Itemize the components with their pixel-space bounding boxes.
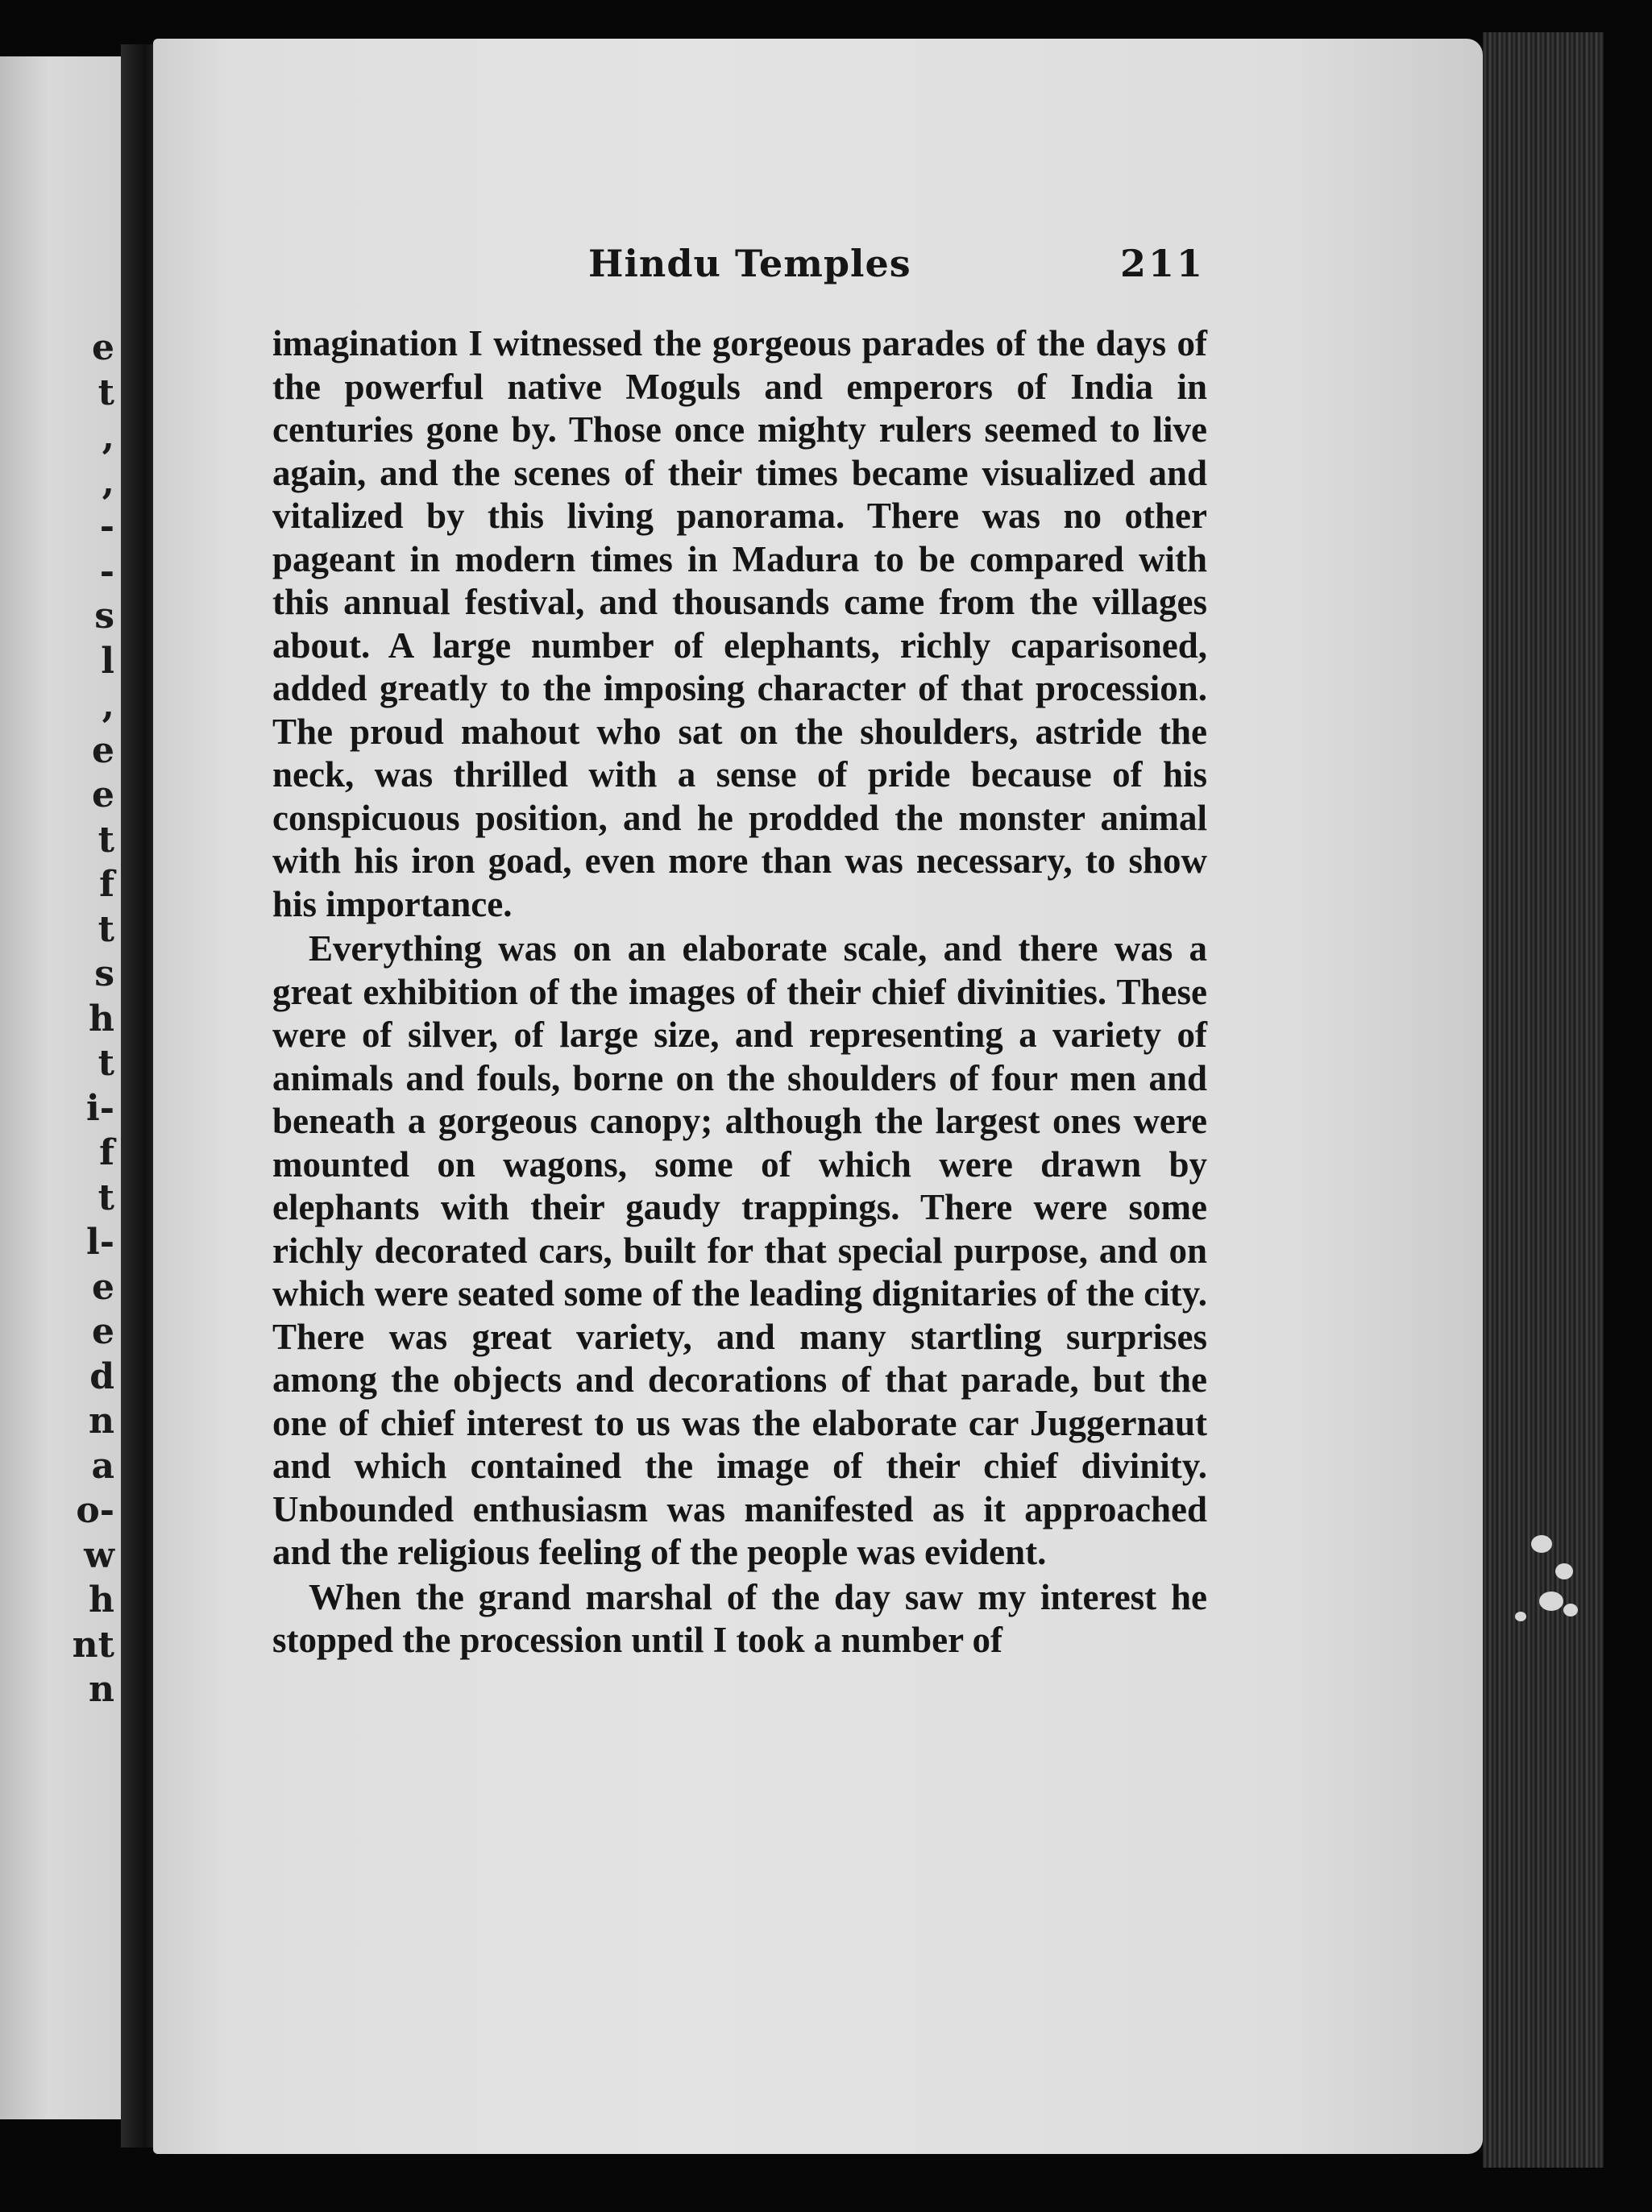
facing-page-line-ending: h xyxy=(89,1579,114,1621)
facing-page-line-ending: w xyxy=(84,1534,114,1576)
running-title: Hindu Temples xyxy=(588,242,911,285)
facing-page-line-ending: f xyxy=(99,1132,114,1173)
facing-page-line-ending: e xyxy=(92,327,114,368)
facing-page-line-ending: t xyxy=(98,371,114,413)
facing-page-line-ending: t xyxy=(98,1177,114,1218)
facing-page-line-ending: n xyxy=(89,1669,114,1710)
facing-page-line-ending: l- xyxy=(86,1222,114,1263)
paragraph: Everything was on an elaborate scale, and there was a great exhibition of the images of their chief divinities. These were of silver, of large size, and representing a variety of animals and fouls, borne on the shoulders of four men and beneath a gorgeous canopy; although the largest ones were mounted on wagons, some of which were drawn by elephants with their gaudy trappings. There were some richly decorated cars, built for that special purpose, and on which were seated some of the leading dignitaries of the city. There was great variety, and many startling surprises among the objects and decorations of that parade, but the one of chief interest to us was the elaborate car Juggernaut and which contained the image of their chief divinity. Unbounded enthusiasm was manifested as it approached and the religious feeling of the people was evident. xyxy=(272,928,1207,1572)
running-header xyxy=(153,242,1491,298)
facing-page-line-ending: t xyxy=(98,819,114,861)
facing-page-line-ending: o- xyxy=(76,1490,114,1531)
paragraph: When the grand marshal of the day saw my interest he stopped the procession until I took a number of xyxy=(272,1576,1207,1660)
edge-stain xyxy=(1563,1604,1578,1616)
facing-page-line-ending: e xyxy=(92,774,114,815)
paragraph-continued: imagination I witnessed the gorgeous parades of the days of the powerful native Moguls and emperors of India in centuries gone by. Those once mighty rulers seemed to live again, and the scenes of their times became visualized and vitalized by this living panorama. There was no other pageant in modern times in Madura to be compared with this annual festival, and thousands came from the villages about. A large number of elephants, richly caparisoned, added greatly to the imposing character of that procession. The proud mahout who sat on the shoulders, astride the neck, was thrilled with a sense of pride because of his conspicuous position, and he prodded the monster animal with his iron goad, even more than was necessary, to show his importance. xyxy=(272,323,1207,924)
facing-page-line-ending: n xyxy=(89,1401,114,1442)
facing-page-line-ending: t xyxy=(98,908,114,950)
page-body xyxy=(272,322,1207,1662)
facing-page-line-ending: , xyxy=(102,417,114,458)
facing-page-line-ending: nt xyxy=(72,1624,114,1666)
facing-page-line-ending: f xyxy=(99,864,114,905)
facing-page-line-ending: - xyxy=(99,550,114,592)
edge-stain xyxy=(1515,1612,1526,1621)
facing-page-fragment xyxy=(0,56,121,2119)
facing-page-line-ending: d xyxy=(89,1355,114,1397)
book-edge xyxy=(1483,32,1604,2168)
facing-page-line-ending: s xyxy=(94,953,114,994)
facing-page-line-ending: i- xyxy=(86,1087,114,1129)
facing-page-line-ending: , xyxy=(102,685,114,726)
facing-page-line-ending: e xyxy=(92,1311,114,1352)
facing-page-line-ending: - xyxy=(99,506,114,547)
facing-page-line-ending: a xyxy=(91,1445,114,1487)
facing-page-line-ending: l xyxy=(101,640,114,682)
facing-page-line-ending: e xyxy=(92,1266,114,1308)
facing-page-line-ending: e xyxy=(92,729,114,771)
facing-page-line-ending: , xyxy=(102,461,114,503)
facing-page-line-ending: h xyxy=(89,998,114,1040)
edge-stain xyxy=(1531,1535,1552,1553)
page-number: 211 xyxy=(1120,242,1206,285)
edge-stain xyxy=(1555,1563,1573,1579)
edge-stain xyxy=(1539,1592,1563,1611)
facing-page-line-ending: s xyxy=(94,596,114,637)
facing-page-line-ending: t xyxy=(98,1043,114,1084)
